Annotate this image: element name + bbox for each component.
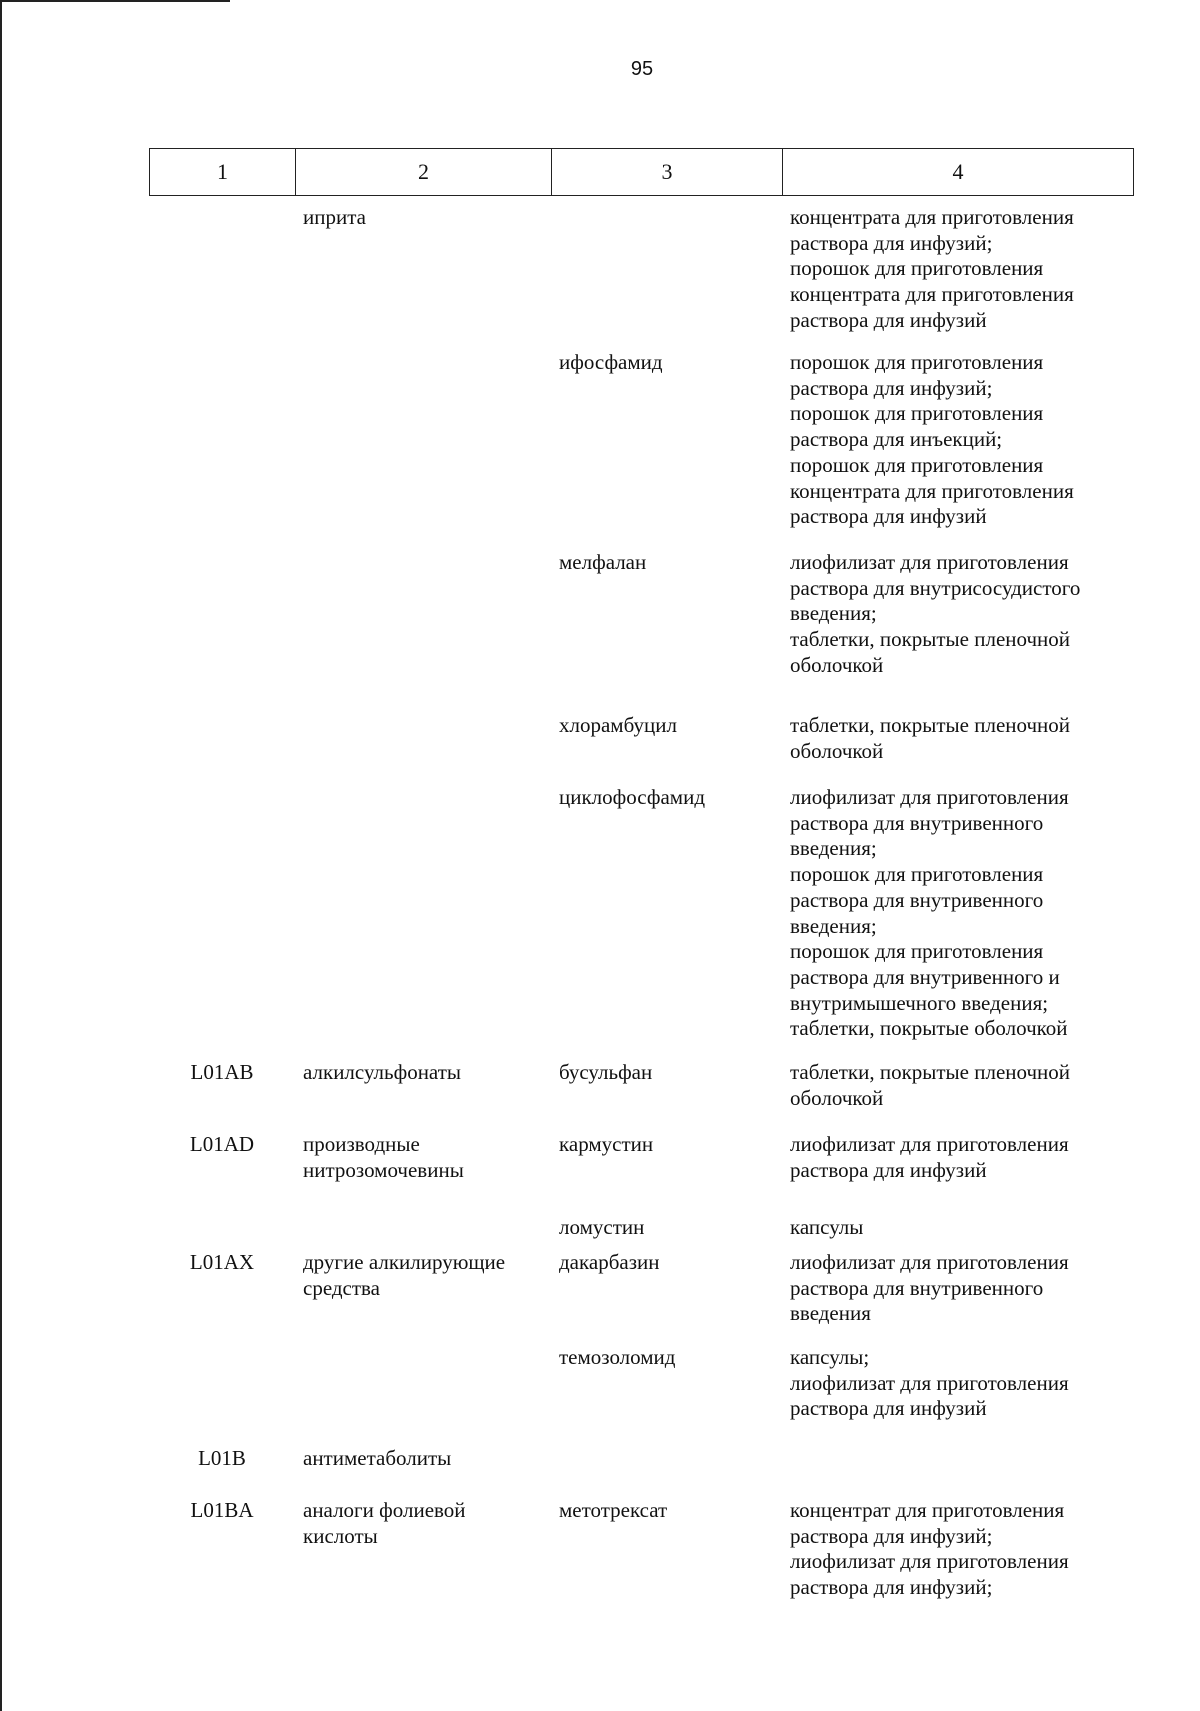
drug-name: ифосфамид	[559, 350, 663, 374]
dosage-form-line: раствора для инъекций;	[790, 427, 1003, 452]
atc-code: L01B	[198, 1446, 246, 1470]
table-row	[149, 1498, 1134, 1601]
table-row	[149, 1215, 1134, 1241]
drug-name	[551, 1446, 782, 1472]
dosage-form-line: раствора для инфузий;	[790, 1523, 993, 1548]
dosage-form-line: оболочкой	[790, 652, 884, 677]
dosage-form-line: раствора для инфузий;	[790, 230, 993, 255]
dosage-form-line: порошок для приготовления	[790, 256, 1044, 281]
dosage-form-line: раствора для инфузий	[790, 1396, 987, 1421]
dosage-forms	[782, 1060, 1134, 1111]
group-name: антиметаболиты	[303, 1446, 452, 1470]
dosage-forms	[782, 1132, 1134, 1183]
dosage-form-line: лиофилизат для приготовления	[790, 1549, 1069, 1574]
dosage-form-line: раствора для внутривенного	[790, 1275, 1044, 1300]
drug-name: кармустин	[559, 1132, 654, 1156]
dosage-form-line: капсулы;	[790, 1345, 870, 1369]
group-name	[295, 713, 551, 764]
dosage-form-line: введения;	[790, 601, 877, 626]
group-name	[295, 1215, 551, 1241]
group-name	[295, 550, 551, 679]
atc-code	[149, 1215, 295, 1241]
dosage-form-line: раствора для внутрисосудистого	[790, 575, 1081, 600]
group-name: производные нитрозомочевины	[303, 1132, 464, 1182]
dosage-form-line: раствора для инфузий	[790, 1157, 987, 1182]
atc-code: L01AB	[190, 1060, 254, 1084]
header-col-1: 1	[150, 149, 296, 195]
group-name	[295, 350, 551, 530]
dosage-form-line: порошок для приготовления	[790, 350, 1044, 374]
group-name	[295, 785, 551, 1042]
dosage-form-line: таблетки, покрытые оболочкой	[790, 1016, 1068, 1041]
page-number: 95	[630, 58, 654, 80]
dosage-forms	[782, 1250, 1134, 1327]
drug-name: темозоломид	[559, 1345, 676, 1369]
dosage-form-line: введения;	[790, 836, 877, 861]
group-name: другие алкилирующие средства	[303, 1250, 506, 1300]
dosage-form-line: порошок для приготовления	[790, 452, 1044, 477]
table-row	[149, 713, 1134, 764]
drug-name	[551, 205, 782, 334]
header-col-2: 2	[296, 149, 552, 195]
drug-name: ломустин	[559, 1215, 645, 1239]
atc-code: L01AD	[189, 1132, 255, 1156]
drug-name: дакарбазин	[559, 1250, 660, 1274]
dosage-form-line: раствора для внутривенного	[790, 887, 1044, 912]
group-name	[295, 1345, 551, 1422]
dosage-form-line: концентрата для приготовления	[790, 478, 1074, 503]
dosage-form-line: раствора для инфузий;	[790, 1575, 993, 1600]
dosage-forms	[782, 713, 1134, 764]
atc-code	[149, 785, 295, 1042]
dosage-forms	[782, 550, 1134, 679]
group-name: алкилсульфонаты	[303, 1060, 461, 1084]
drug-name: бусульфан	[559, 1060, 653, 1084]
dosage-form-line: лиофилизат для приготовления	[790, 1132, 1069, 1156]
dosage-form-line: концентрат для приготовления	[790, 1498, 1065, 1522]
drug-name: хлорамбуцил	[559, 713, 677, 737]
table-row	[149, 1132, 1134, 1183]
dosage-forms	[782, 785, 1134, 1042]
dosage-form-line: раствора для внутривенного	[790, 810, 1044, 835]
table-row	[149, 1060, 1134, 1111]
dosage-form-line: концентрата для приготовления	[790, 205, 1074, 229]
table-row	[149, 350, 1134, 530]
atc-code	[149, 205, 295, 334]
table-row	[149, 1345, 1134, 1422]
atc-code	[149, 1345, 295, 1422]
table-row	[149, 205, 1134, 334]
dosage-form-line: лиофилизат для приготовления	[790, 785, 1069, 809]
header-col-3: 3	[552, 149, 783, 195]
group-name: иприта	[303, 205, 366, 229]
dosage-form-line: раствора для инфузий	[790, 307, 987, 332]
table-header	[149, 148, 1134, 196]
table-row	[149, 1446, 1134, 1472]
header-col-4: 4	[952, 159, 964, 184]
drug-name: метотрексат	[559, 1498, 668, 1522]
dosage-form-line: капсулы	[790, 1215, 864, 1239]
table-row	[149, 1250, 1134, 1327]
dosage-form-line: оболочкой	[790, 1085, 884, 1110]
dosage-form-line: порошок для приготовления	[790, 401, 1044, 426]
dosage-forms	[782, 1498, 1134, 1601]
dosage-form-line: введения	[790, 1301, 871, 1326]
table-row	[149, 785, 1134, 1042]
dosage-form-line: таблетки, покрытые пленочной	[790, 627, 1071, 652]
drug-name: циклофосфамид	[559, 785, 706, 809]
group-name: аналоги фолиевой кислоты	[303, 1498, 466, 1548]
dosage-forms	[782, 1345, 1134, 1422]
drug-name: мелфалан	[559, 550, 647, 574]
atc-code	[149, 713, 295, 764]
dosage-form-line: внутримышечного введения;	[790, 990, 1049, 1015]
dosage-forms	[782, 1446, 1134, 1472]
dosage-form-line: концентрата для приготовления	[790, 282, 1074, 307]
table-row	[149, 550, 1134, 679]
dosage-form-line: лиофилизат для приготовления	[790, 1370, 1069, 1395]
dosage-forms	[782, 350, 1134, 530]
dosage-form-line: раствора для внутривенного и	[790, 964, 1060, 989]
scan-edge-top	[0, 0, 230, 2]
atc-code: L01AX	[189, 1250, 255, 1274]
dosage-form-line: лиофилизат для приготовления	[790, 1250, 1069, 1274]
dosage-form-line: введения;	[790, 913, 877, 938]
atc-code	[149, 350, 295, 530]
dosage-forms	[782, 205, 1134, 334]
dosage-form-line: раствора для инфузий	[790, 504, 987, 529]
atc-code: L01BA	[190, 1498, 254, 1522]
dosage-form-line: таблетки, покрытые пленочной	[790, 713, 1071, 737]
dosage-form-line: оболочкой	[790, 738, 884, 763]
scan-edge-left	[0, 0, 2, 1711]
dosage-form-line: порошок для приготовления	[790, 939, 1044, 964]
dosage-forms	[782, 1215, 1134, 1241]
atc-code	[149, 550, 295, 679]
dosage-form-line: таблетки, покрытые пленочной	[790, 1060, 1071, 1084]
dosage-form-line: порошок для приготовления	[790, 862, 1044, 887]
dosage-form-line: лиофилизат для приготовления	[790, 550, 1069, 574]
dosage-form-line: раствора для инфузий;	[790, 375, 993, 400]
